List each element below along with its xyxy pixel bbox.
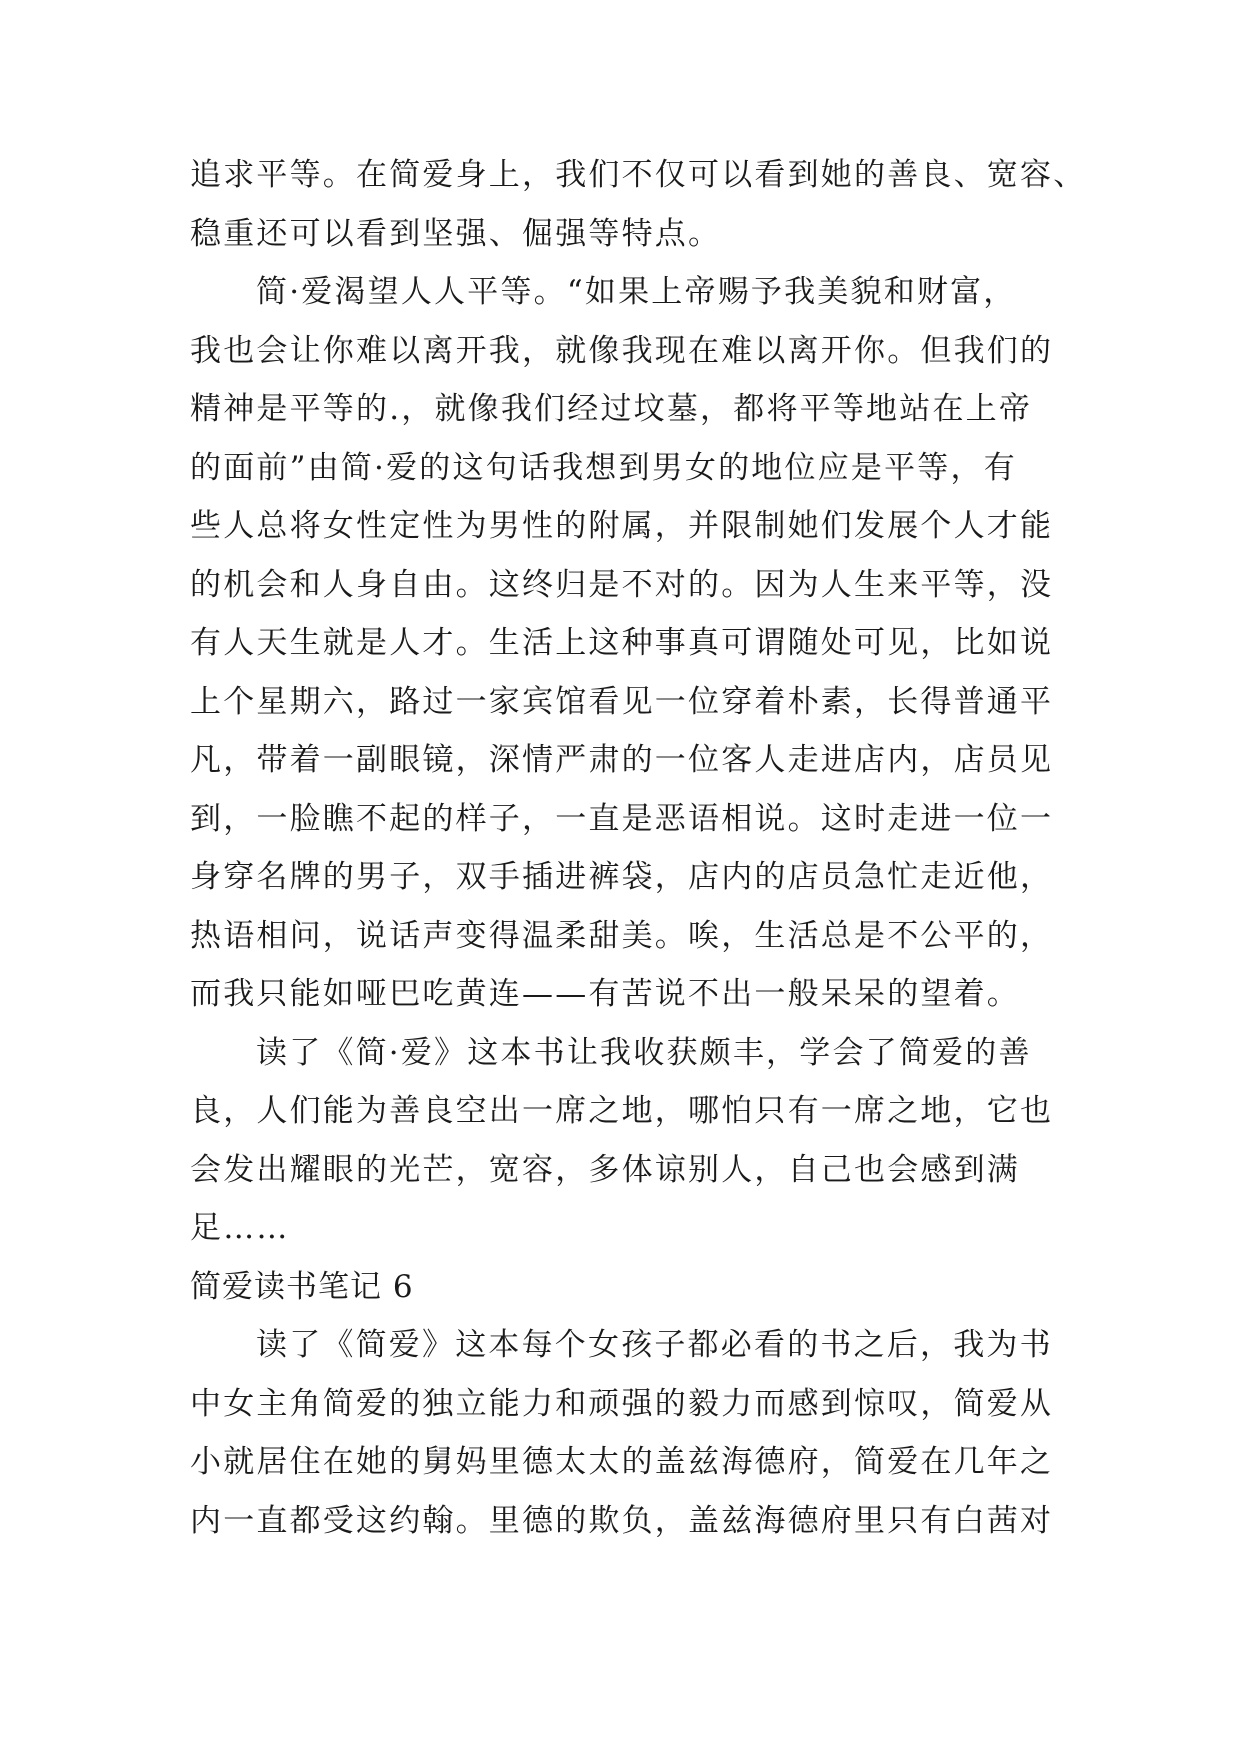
text-line: 些人总将女性定性为男性的附属，并限制她们发展个人才能 [190, 508, 1054, 544]
text-line: 会发出耀眼的光芒，宽容，多体谅别人，自己也会感到满 [190, 1151, 1020, 1188]
text-line: 中女主角简爱的独立能力和顽强的毅力而感到惊叹，简爱从 [190, 1385, 1054, 1422]
text-line: 我也会让你难以离开我，就像我现在难以离开你。但我们的 [190, 332, 1054, 369]
text-line: 稳重还可以看到坚强、倔强等特点。 [190, 215, 722, 252]
text-line: 良，人们能为善良空出一席之地，哪怕只有一席之地，它也 [190, 1093, 1054, 1129]
text-line: 的面前”由简·爱的这句话我想到男女的地位应是平等，有 [190, 449, 1017, 486]
paragraph-start-line: 读了《简·爱》这本书让我收获颇丰，学会了简爱的善 [256, 1034, 1032, 1071]
paragraph-start-line: 读了《简爱》这本每个女孩子都必看的书之后，我为书 [256, 1327, 1053, 1363]
text-line: 凡，带着一副眼镜，深情严肃的一位客人走进店内，店员见 [190, 742, 1054, 778]
text-line: 的机会和人身自由。这终归是不对的。因为人生来平等，没 [190, 566, 1054, 603]
text-line: 热语相问，说话声变得温柔甜美。唉，生活总是不公平的， [190, 917, 1054, 954]
text-line: 小就居住在她的舅妈里德太太的盖兹海德府，简爱在几年之 [190, 1444, 1054, 1480]
text-line: 追求平等。在简爱身上，我们不仅可以看到她的善良、宽容、 [190, 157, 1087, 193]
body-text [190, 146, 1090, 1550]
text-line: 身穿名牌的男子，双手插进裤袋，店内的店员急忙走近他， [190, 859, 1054, 895]
section-heading: 简爱读书笔记 6 [190, 1268, 414, 1305]
paragraph-start-line: 简·爱渴望人人平等。“如果上帝赐予我美貌和财富， [256, 274, 1017, 310]
text-line: 内一直都受这约翰。里德的欺负，盖兹海德府里只有白茜对 [190, 1502, 1054, 1539]
text-line: 到，一脸瞧不起的样子，一直是恶语相说。这时走进一位一 [190, 800, 1054, 837]
text-line: 上个星期六，路过一家宾馆看见一位穿着朴素，长得普通平 [190, 683, 1054, 720]
text-line: 足…… [190, 1210, 290, 1246]
text-line: 精神是平等的.，就像我们经过坟墓，都将平等地站在上帝 [190, 391, 1033, 427]
text-line: 而我只能如哑巴吃黄连——有苦说不出一般呆呆的望着。 [190, 976, 1020, 1012]
text-line: 有人天生就是人才。生活上这种事真可谓随处可见，比如说 [190, 625, 1054, 661]
